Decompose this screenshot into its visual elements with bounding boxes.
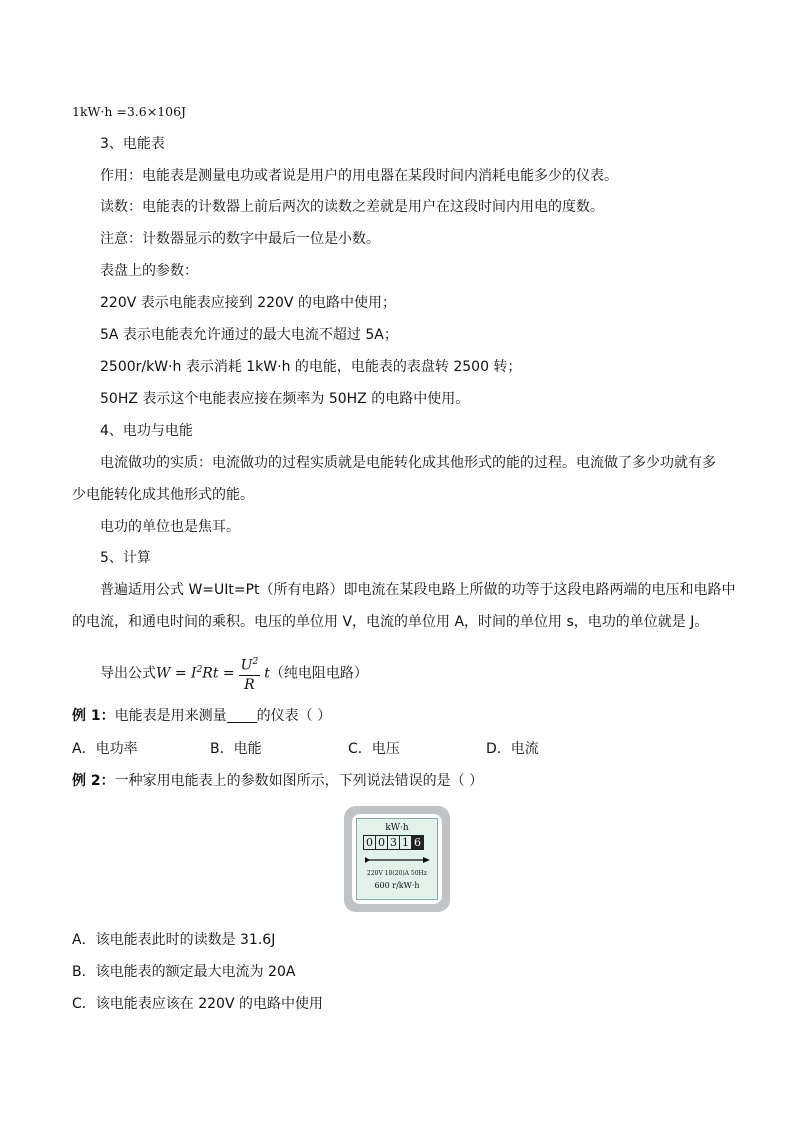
meter-counter <box>363 835 423 850</box>
counter-digit: 0 <box>375 835 388 850</box>
meter-face <box>356 818 438 900</box>
example1-text-b: 的仪表（ ） <box>256 708 332 724</box>
example2-text: 一种家用电能表上的参数如图所示，下列说法错误的是（ ） <box>114 773 484 789</box>
meter-unit-label: kW·h <box>385 823 409 833</box>
meter-bezel <box>352 814 442 904</box>
meter-rev-label: 600 r/kW·h <box>374 881 420 890</box>
example2-question <box>72 771 483 791</box>
param-voltage-text: 220V 表示电能表应接到 220V 的电路中使用； <box>100 295 396 311</box>
dial-params-heading: 表盘上的参数： <box>100 263 198 279</box>
formula-tail: t <box>264 665 270 682</box>
example1-question <box>72 706 331 726</box>
work-essence-text-1: 电流做功的实质：电流做功的过程实质就是电能转化成其他形式的能的过程。电流做了多少功就有多 <box>100 455 716 471</box>
example1-option-b: B．电能 <box>210 741 262 757</box>
formula-lhs: W = I <box>156 665 197 682</box>
counter-decimal-digit: 6 <box>411 835 424 850</box>
example2-option-b: B．该电能表的额定最大电流为 20A <box>72 964 296 980</box>
answer-blank <box>227 708 257 723</box>
counter-digit: 1 <box>399 835 412 850</box>
example1-option-c: C．电压 <box>348 741 400 757</box>
param-revolutions-text: 2500r/kW·h 表示消耗 1kW·h 的电能，电能表的表盘转 2500 转； <box>100 359 522 375</box>
fraction-numerator: U <box>240 657 253 674</box>
formula-mid: Rt = <box>202 665 235 682</box>
numerator-exp: 2 <box>252 657 259 668</box>
example2-option-a: A．该电能表此时的读数是 31.6J <box>72 932 276 948</box>
example2-label: 例 2： <box>72 773 115 789</box>
arrow-icon <box>363 856 431 864</box>
derived-formula <box>100 650 368 693</box>
general-formula-text-2: 的电流，和通电时间的乘积。电压的单位用 V，电流的单位用 A，时间的单位用 s，电功的单位就是 J。 <box>72 614 709 630</box>
meter-note-text: 注意：计数器显示的数字中最后一位是小数。 <box>100 231 380 247</box>
general-formula-text-1: 普遍适用公式 W=UIt=Pt（所有电路）即电流在某段电路上所做的功等于这段电路两端的电压和电路中 <box>100 582 736 598</box>
counter-digit: 0 <box>363 835 376 850</box>
example1-label: 例 1： <box>72 708 115 724</box>
formula-note: （纯电阻电路） <box>269 665 368 682</box>
meter-spec-label: 220V 10(20)A 50Hz <box>367 870 427 877</box>
electric-meter-figure <box>344 806 450 912</box>
formula-exp: 2 <box>196 665 203 675</box>
counter-digit: 3 <box>387 835 400 850</box>
meter-function-text: 作用：电能表是测量电功或者说是用户的用电器在某段时间内消耗电能多少的仪表。 <box>100 168 618 184</box>
meter-reading-text: 读数：电能表的计数器上前后两次的读数之差就是用户在这段时间内用电的度数。 <box>100 199 604 215</box>
section-heading-meter: 3、电能表 <box>100 136 165 152</box>
example2-option-c: C．该电能表应该在 220V 的电路中使用 <box>72 996 323 1012</box>
param-frequency-text: 50HZ 表示这个电能表应接在频率为 50HZ 的电路中使用。 <box>100 391 470 407</box>
example1-option-a: A．电功率 <box>72 741 138 757</box>
example1-option-d: D．电流 <box>486 741 539 757</box>
energy-unit-conversion: 1kW·h =3.6×106J <box>72 104 187 119</box>
section-heading-calculation: 5、计算 <box>100 550 151 566</box>
param-current-text: 5A 表示电能表允许通过的最大电流不超过 5A； <box>100 327 398 343</box>
section-heading-work-energy: 4、电功与电能 <box>100 423 193 439</box>
fraction-denominator: R <box>244 676 255 693</box>
formula-prefix: 导出公式 <box>100 665 156 682</box>
example1-text-a: 电能表是用来测量 <box>114 708 227 724</box>
formula-fraction <box>239 653 261 694</box>
work-unit-text: 电功的单位也是焦耳。 <box>100 519 240 535</box>
work-essence-text-2: 少电能转化成其他形式的能。 <box>72 487 254 503</box>
